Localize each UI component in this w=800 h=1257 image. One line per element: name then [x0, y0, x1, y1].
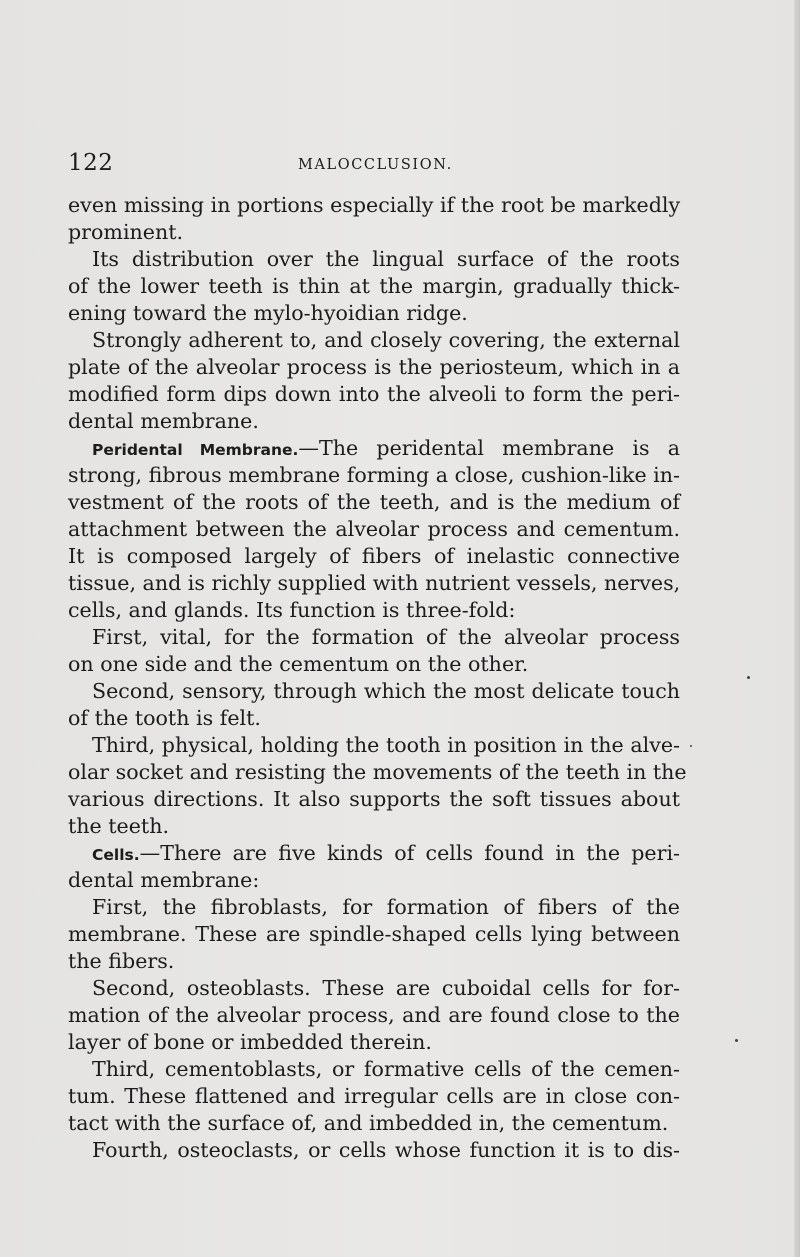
text-line: of the tooth is felt. [68, 706, 261, 730]
text-line: the fibers. [68, 949, 175, 973]
text-line: dental membrane: [68, 868, 260, 892]
text-line: dental membrane. [68, 409, 259, 433]
text-line: modified form dips down into the alveoli to form the peri- [68, 382, 680, 406]
text-line: mation of the alveolar process, and are found close to the [68, 1003, 680, 1027]
text-line [68, 435, 680, 462]
paragraph [68, 894, 680, 975]
paragraph [68, 246, 680, 327]
text-line: plate of the alveolar process is the periosteum, which in a [68, 355, 680, 379]
text-line: Second, sensory, through which the most delicate touch [92, 679, 680, 703]
text-line: ening toward the mylo-hyoidian ridge. [68, 301, 468, 325]
side-heading: Peridental Membrane. [92, 441, 299, 459]
text-line: layer of bone or imbedded therein. [68, 1030, 432, 1054]
paragraph [68, 327, 680, 435]
paragraph [68, 732, 687, 840]
body-text [68, 192, 687, 1164]
text-line: even missing in portions especially if the root be markedly [68, 193, 681, 217]
page-header [68, 148, 680, 182]
text-line: the teeth. [68, 814, 170, 838]
page-number: 122 [68, 150, 114, 176]
text-line: prominent. [68, 220, 184, 244]
running-head: MALOCCLUSION. [298, 157, 453, 173]
text-run: —There are five kinds of cells found in the peri- [139, 841, 680, 865]
text-line: tact with the surface of, and imbedded in, the cementum. [68, 1111, 669, 1135]
text-line: membrane. These are spindle-shaped cells lying between [68, 922, 680, 946]
speck-mark [747, 676, 750, 679]
text-line: Third, physical, holding the tooth in position in the alve- [92, 733, 680, 757]
page-edge-shadow [794, 0, 800, 1257]
text-line: various directions. It also supports the soft tissues about [68, 787, 680, 811]
text-line: First, the fibroblasts, for formation of fibers of the [92, 895, 680, 919]
text-line: on one side and the cementum on the other. [68, 652, 529, 676]
paragraph [68, 1056, 680, 1137]
text-line: vestment of the roots of the teeth, and is the medium of [68, 490, 680, 514]
text-line: First, vital, for the formation of the alveolar process [92, 625, 680, 649]
text-line: attachment between the alveolar process and cementum. [68, 517, 680, 541]
text-line: cells, and glands. Its function is three-fold: [68, 598, 516, 622]
text-line: Strongly adherent to, and closely covering, the external [92, 328, 680, 352]
text-line: Second, osteoblasts. These are cuboidal cells for for- [92, 976, 680, 1000]
paragraph [68, 192, 680, 246]
paragraph-cells [68, 840, 680, 894]
text-line: Third, cementoblasts, or formative cells of the cemen- [92, 1057, 680, 1081]
side-heading: Cells. [92, 846, 140, 864]
paragraph [68, 624, 680, 678]
paragraph [68, 975, 680, 1056]
text-line: It is composed largely of fibers of inelastic connective [68, 544, 680, 568]
text-line: Its distribution over the lingual surface of the roots [92, 247, 680, 271]
paragraph-peridental-membrane [68, 435, 680, 624]
text-line [68, 840, 680, 867]
paragraph [68, 678, 680, 732]
text-line: olar socket and resisting the movements of the teeth in the [68, 760, 687, 784]
text-line: tum. These flattened and irregular cells are in close con- [68, 1084, 680, 1108]
text-line: Fourth, osteoclasts, or cells whose function it is to dis- [92, 1138, 680, 1162]
text-line: tissue, and is richly supplied with nutrient vessels, nerves, [68, 571, 681, 595]
speck-mark [690, 745, 692, 747]
paragraph [68, 1137, 680, 1164]
text-line: strong, fibrous membrane forming a close, cushion-like in- [68, 463, 680, 487]
text-run: —The peridental membrane is a [298, 436, 680, 460]
text-line: of the lower teeth is thin at the margin, gradually thick- [68, 274, 680, 298]
speck-mark [735, 1039, 738, 1042]
